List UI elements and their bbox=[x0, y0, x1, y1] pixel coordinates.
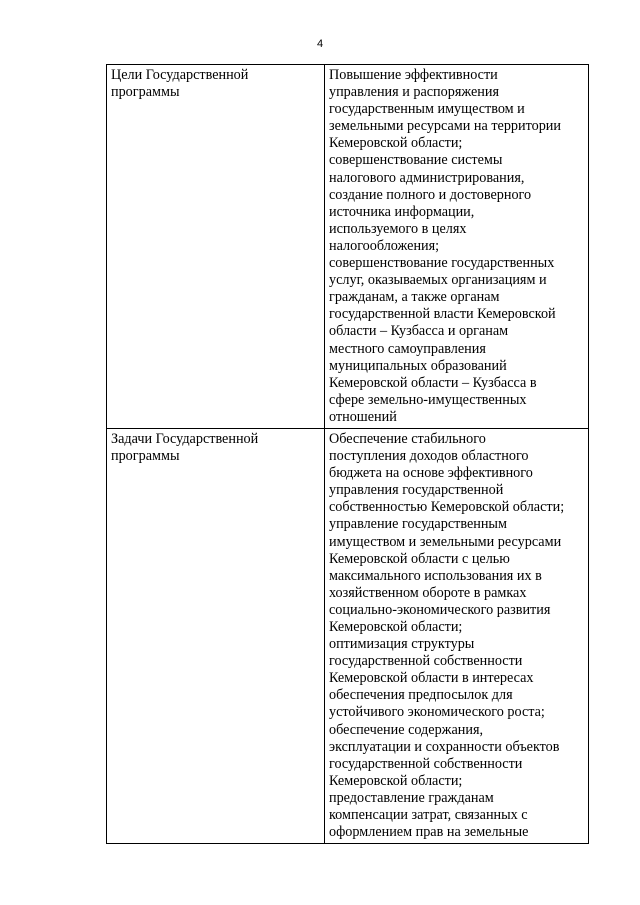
row-label-cell bbox=[107, 428, 325, 843]
program-passport-table bbox=[106, 64, 589, 844]
text-line: отношений bbox=[329, 408, 397, 425]
row-value-cell bbox=[325, 65, 589, 429]
text-line: государственной власти Кемеровской bbox=[329, 306, 556, 323]
text-line: предоставление гражданам bbox=[329, 789, 494, 806]
text-line: Кемеровской области в интересах bbox=[329, 670, 534, 687]
text-line: области – Кузбасса и органам bbox=[329, 323, 509, 340]
text-line: земельными ресурсами на территории bbox=[329, 118, 561, 135]
text-line: налогообложения; bbox=[329, 237, 440, 254]
text-line: гражданам, а также органам bbox=[329, 289, 500, 306]
text-line: оформлением прав на земельные bbox=[329, 824, 529, 841]
text-line: источника информации, bbox=[329, 203, 475, 220]
text-line: Кемеровской области с целью bbox=[329, 550, 510, 567]
text-line: совершенствование системы bbox=[329, 152, 503, 169]
text-line: эксплуатации и сохранности объектов bbox=[329, 738, 560, 755]
text-line: хозяйственном обороте в рамках bbox=[329, 584, 527, 601]
text-line: управление государственным bbox=[329, 516, 507, 533]
text-line: социально-экономического развития bbox=[329, 601, 551, 618]
text-line: сфере земельно-имущественных bbox=[329, 391, 527, 408]
text-line: бюджета на основе эффективного bbox=[329, 465, 533, 482]
text-line: поступления доходов областного bbox=[329, 448, 529, 465]
text-line: обеспечения предпосылок для bbox=[329, 687, 513, 704]
table-row bbox=[107, 428, 589, 843]
text-line: Кемеровской области – Кузбасса в bbox=[329, 374, 537, 391]
text-line: Цели Государственной bbox=[111, 67, 249, 83]
text-line: услуг, оказываемых организациям и bbox=[329, 272, 547, 289]
text-line: оптимизация структуры bbox=[329, 636, 475, 653]
text-line: местного самоуправления bbox=[329, 340, 486, 357]
text-line: имуществом и земельными ресурсами bbox=[329, 533, 562, 550]
text-line: Кемеровской области; bbox=[329, 772, 463, 789]
row-value-cell bbox=[325, 428, 589, 843]
text-line: устойчивого экономического роста; bbox=[329, 704, 545, 721]
text-line: Повышение эффективности bbox=[329, 67, 498, 83]
text-line: Кемеровской области; bbox=[329, 135, 463, 152]
table-row bbox=[107, 65, 589, 429]
text-line: компенсации затрат, связанных с bbox=[329, 807, 528, 824]
text-line: максимального использования их в bbox=[329, 567, 542, 584]
text-line: управления государственной bbox=[329, 482, 504, 499]
text-line: государственной собственности bbox=[329, 653, 523, 670]
text-line: муниципальных образований bbox=[329, 357, 507, 374]
text-line: совершенствование государственных bbox=[329, 255, 555, 272]
text-line: программы bbox=[111, 448, 180, 465]
text-line: Кемеровской области; bbox=[329, 619, 463, 635]
page-number: 4 bbox=[316, 38, 324, 50]
text-line: создание полного и достоверного bbox=[329, 186, 532, 203]
text-line: управления и распоряжения bbox=[329, 84, 499, 101]
text-line: налогового администрирования, bbox=[329, 169, 525, 186]
text-line: используемого в целях bbox=[329, 220, 467, 237]
text-line: собственностью Кемеровской области; bbox=[329, 499, 565, 516]
row-label-cell bbox=[107, 65, 325, 429]
text-line: государственной собственности bbox=[329, 755, 523, 772]
text-line: программы bbox=[111, 84, 180, 101]
text-line: обеспечение содержания, bbox=[329, 721, 484, 738]
text-line: государственным имуществом и bbox=[329, 101, 525, 118]
text-line: Задачи Государственной bbox=[111, 430, 259, 447]
text-line: Обеспечение стабильного bbox=[329, 430, 486, 447]
